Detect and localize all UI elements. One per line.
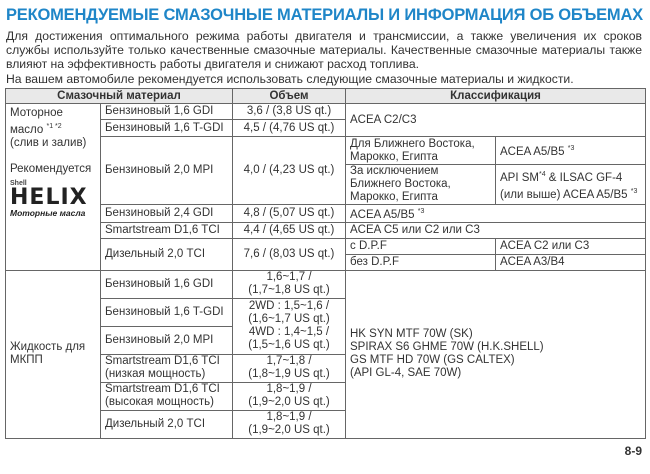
condition-cell: без D.P.F [346, 254, 496, 270]
engine-cell [101, 382, 233, 410]
engine-cell: Бензиновый 2,0 MPI [101, 326, 233, 354]
volume-line: (1,9~2,0 US qt.) [248, 424, 330, 437]
header-material: Смазочный материал [6, 89, 233, 104]
spec-text: & ILSAC GF-4 (или выше) ACEA A5/B5 [500, 171, 628, 201]
engine-cell: Smartstream D1,6 TCI [101, 222, 233, 238]
table-row [6, 205, 646, 223]
volume-line: (1,6~1,7 US qt.) [248, 313, 330, 326]
engine-cell: Бензиновый 2,4 GDI [101, 205, 233, 223]
page-title: РЕКОМЕНДУЕМЫЕ СМАЗОЧНЫЕ МАТЕРИАЛЫ И ИНФОРМАЦИЯ ОБ ОБЪЕМАХ [6, 6, 643, 24]
footnote-ref: *3 [630, 187, 638, 195]
volume-cell: 3,6 / (3,8 US qt.) [233, 104, 346, 120]
logo-brand: Shell [10, 179, 27, 187]
engine-cell [101, 354, 233, 382]
volume-line: 4WD : 1,4~1,5 / [248, 326, 330, 339]
table-row [6, 137, 646, 165]
engine-cell: Бензиновый 1,6 GDI [101, 104, 233, 120]
engine-line: (высокая мощность) [105, 396, 214, 409]
volume-cell: 4,0 / (4,23 US qt.) [233, 137, 346, 205]
volume-cell [233, 382, 346, 410]
header-classification: Классификация [346, 89, 646, 104]
volume-cell [233, 410, 346, 438]
table-row [6, 104, 646, 120]
volume-line: (1,5~1,6 US qt.) [248, 339, 330, 352]
engine-cell: Бензиновый 1,6 T-GDI [101, 120, 233, 137]
volume-cell [233, 270, 346, 298]
page-number: 8-9 [624, 444, 642, 458]
mt-fluid-label: Жидкость для МКПП [6, 270, 101, 438]
classification-cell: ACEA C2 или C3 [496, 238, 646, 254]
volume-cell: 4,5 / (4,76 US qt.) [233, 120, 346, 137]
volume-line: 2WD : 1,5~1,6 / [248, 300, 330, 313]
condition-cell: с D.P.F [346, 238, 496, 254]
table-row [6, 238, 646, 254]
header-volume: Объем [233, 89, 346, 104]
volume-cell: 4,4 / (4,65 US qt.) [233, 222, 346, 238]
table-row [6, 222, 646, 238]
volume-line: (1,8~1,9 US qt.) [248, 368, 330, 381]
volume-line: 1,8~1,9 / [266, 411, 312, 424]
intro-paragraph: Для достижения оптимального режима работы двигателя и трансмиссии, а также увеличения их сроков службы используйте только качественные смазочные материалы. Качественные смазочные материалы также влияют на эффективность работы двигателя и снижают расход топлива. [6, 29, 642, 71]
volume-cell: 4,8 / (5,07 US qt.) [233, 205, 346, 223]
spec-line: (API GL-4, SAE 70W) [350, 367, 462, 380]
table-row [6, 270, 646, 298]
shell-helix-logo [10, 180, 96, 218]
footnote-ref: *4 [538, 170, 546, 178]
classification-cell: ACEA C2/C3 [346, 104, 646, 137]
volume-line: 1,8~1,9 / [266, 383, 312, 396]
logo-name: HELIX [10, 184, 88, 210]
lubricants-table [5, 88, 646, 439]
spec-line: GS MTF HD 70W (GS CALTEX) [350, 354, 515, 367]
region-cell: За исключением Ближнего Востока, Марокко, Египта [346, 165, 496, 205]
spec-text: ACEA A5/B5 [500, 145, 565, 158]
engine-cell: Бензиновый 1,6 T-GDI [101, 298, 233, 326]
classification-cell [496, 165, 646, 205]
footnote-ref: *3 [417, 208, 425, 215]
engine-oil-label: Моторное масло [10, 107, 63, 136]
volume-line: (1,7~1,8 US qt.) [248, 284, 330, 297]
spec-line: HK SYN MTF 70W (SK) [350, 328, 473, 341]
logo-sub: Моторные масла [10, 207, 86, 218]
volume-cell [233, 354, 346, 382]
engine-line: Smartstream D1,6 TCI [105, 383, 220, 396]
volume-line: 1,7~1,8 / [266, 355, 312, 368]
volume-cell [233, 298, 346, 354]
footnote-ref: *3 [567, 145, 575, 153]
engine-line: (низкая мощность) [105, 368, 206, 381]
classification-cell [496, 137, 646, 165]
spec-text: ACEA A5/B5 [350, 208, 415, 221]
lead-text: На вашем автомобиле рекомендуется использовать следующие смазочные материалы и жидкости. [6, 72, 574, 86]
engine-oil-label-2: (слив и залив) [10, 136, 87, 149]
engine-cell: Бензиновый 2,0 MPI [101, 137, 233, 205]
volume-line: (1,9~2,0 US qt.) [248, 396, 330, 409]
spec-line: SPIRAX S6 GHME 70W (H.K.SHELL) [350, 341, 544, 354]
footnote-ref: *1 *2 [46, 123, 62, 130]
classification-cell [346, 205, 646, 223]
classification-cell: ACEA C5 или C2 или C3 [346, 222, 646, 238]
engine-line: Smartstream D1,6 TCI [105, 355, 220, 368]
mt-classification-cell [346, 270, 646, 438]
region-cell: Для Ближнего Востока, Марокко, Египта [346, 137, 496, 165]
engine-cell: Дизельный 2,0 TCI [101, 410, 233, 438]
spec-text: API SM [500, 171, 539, 184]
table-header-row [6, 89, 646, 104]
volume-line: 1,6~1,7 / [266, 271, 312, 284]
volume-cell: 7,6 / (8,03 US qt.) [233, 238, 346, 270]
classification-cell: ACEA A3/B4 [496, 254, 646, 270]
recommended-label: Рекомендуется [10, 162, 92, 175]
engine-cell: Бензиновый 1,6 GDI [101, 270, 233, 298]
engine-cell: Дизельный 2,0 TCI [101, 238, 233, 270]
engine-oil-label-cell [6, 104, 101, 271]
